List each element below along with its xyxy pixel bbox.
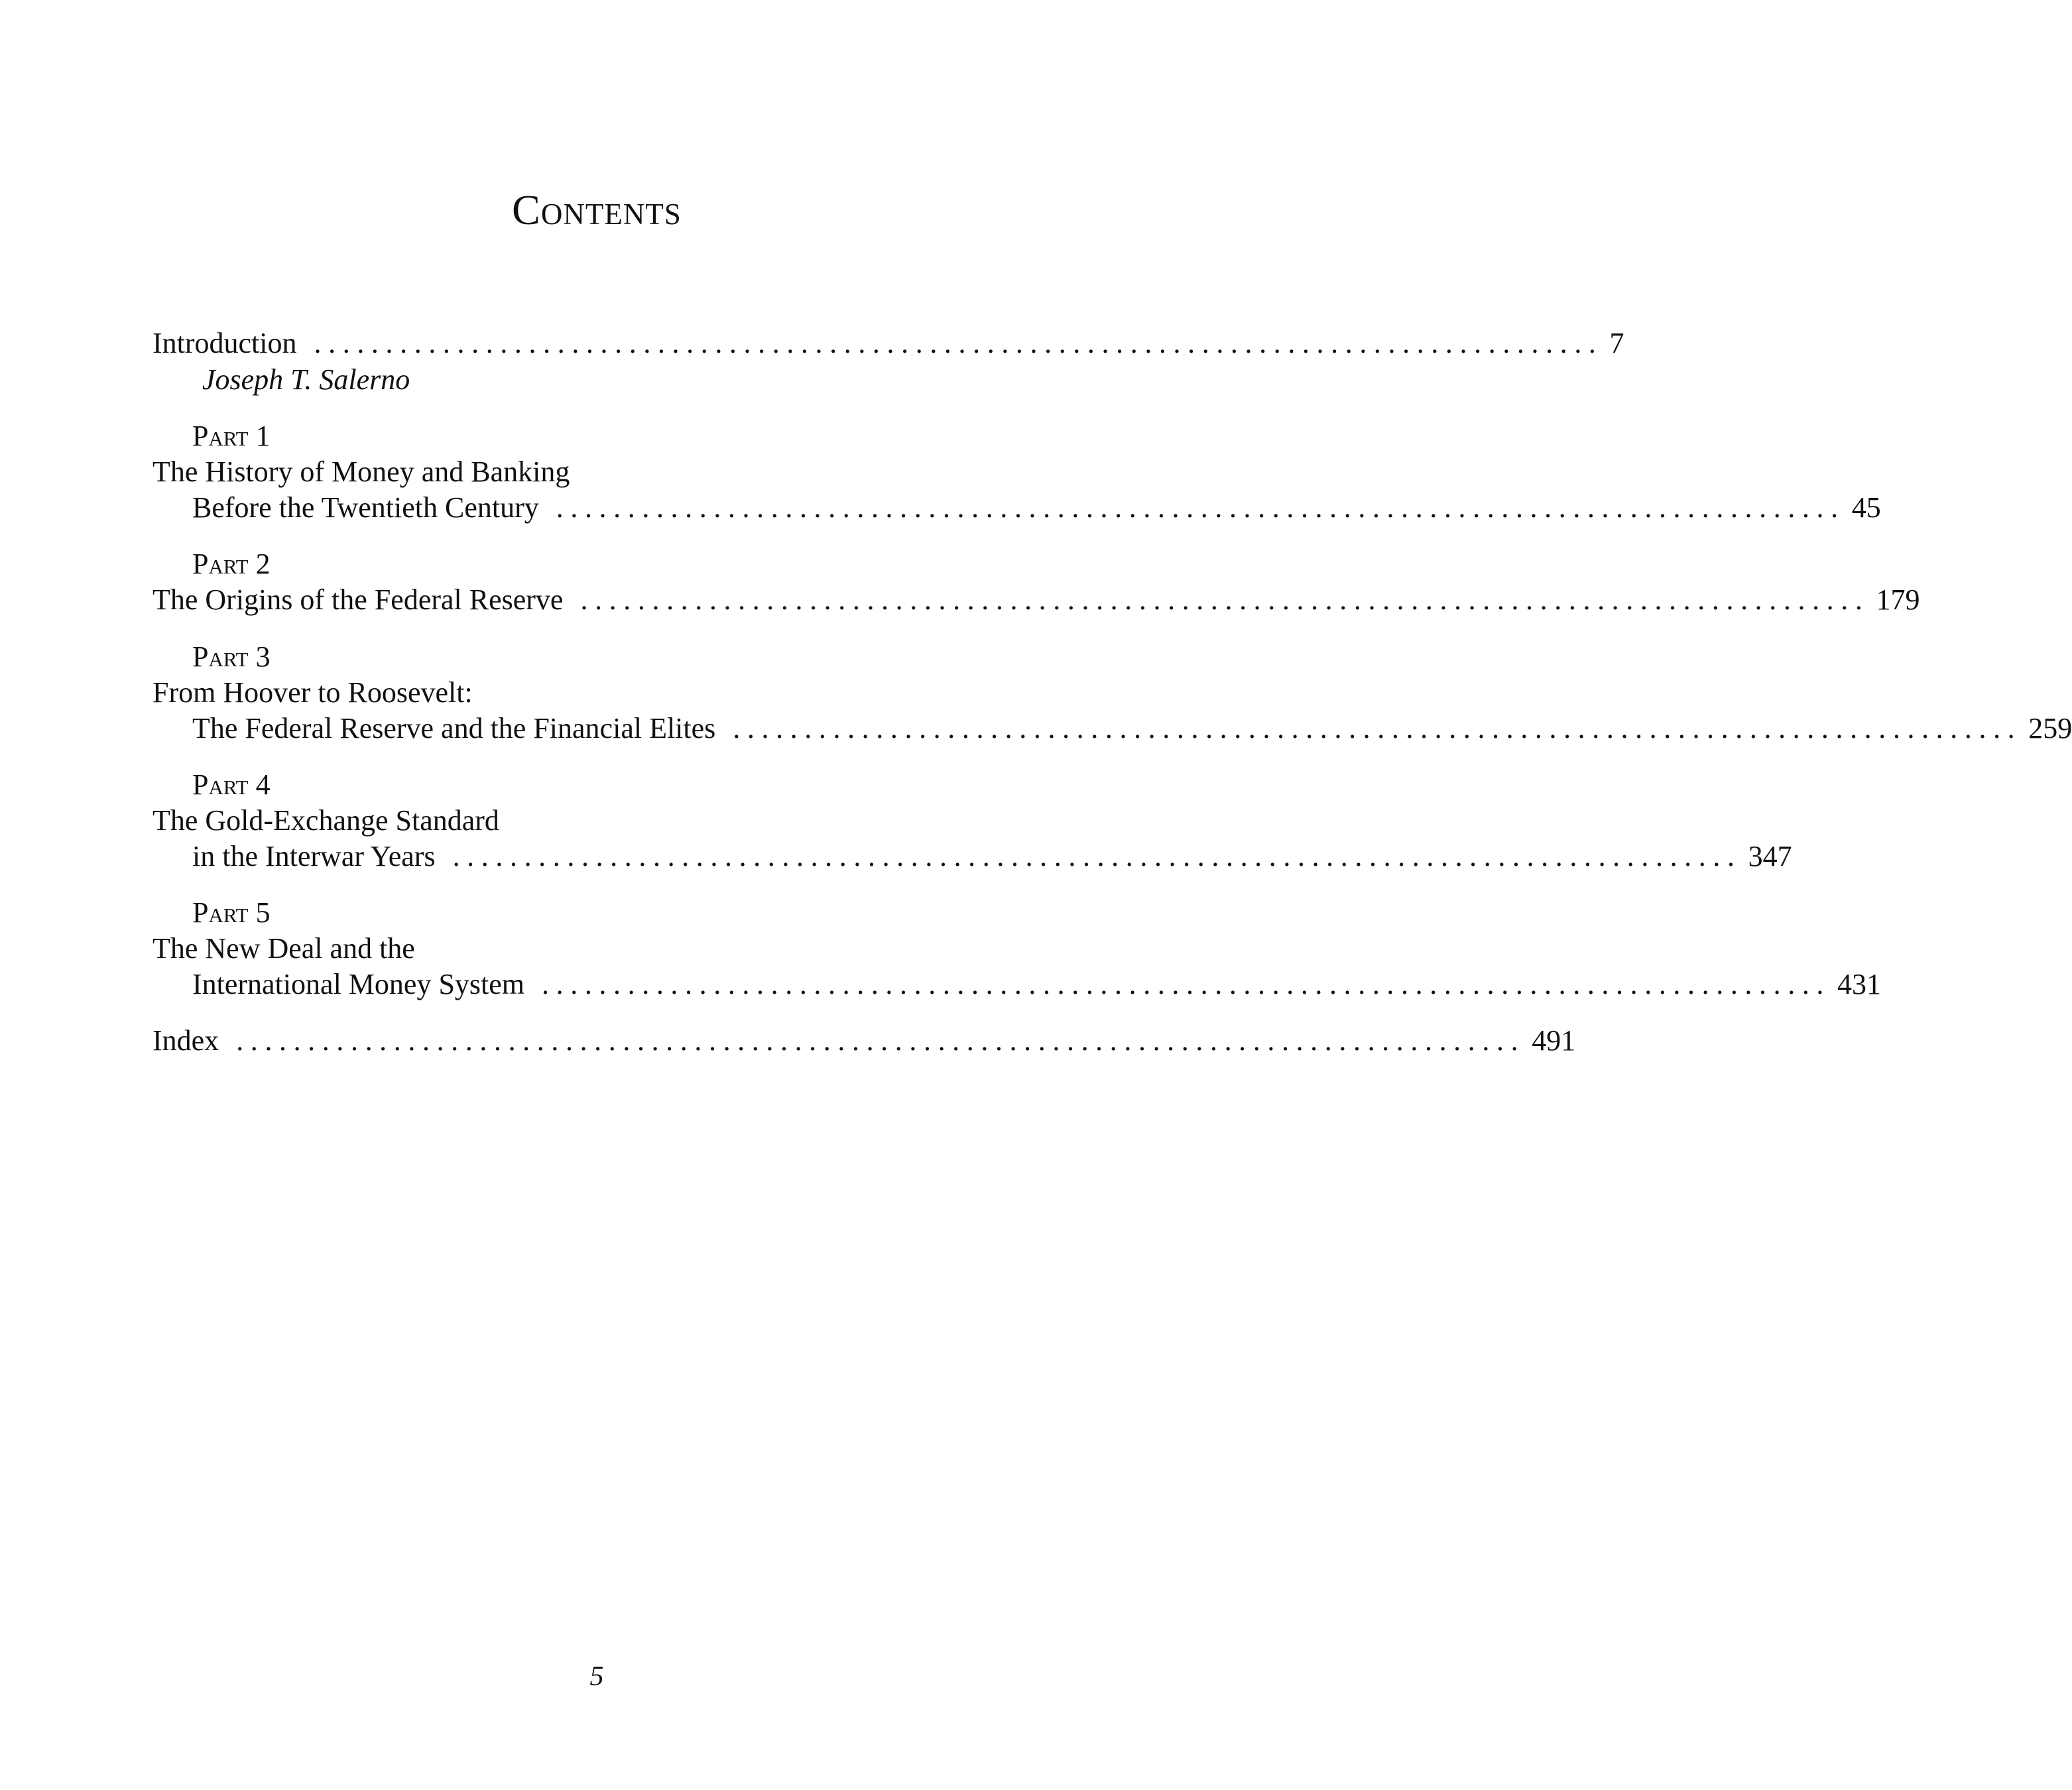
entry-page-number: 45 <box>1851 491 1881 524</box>
entry-title: The Federal Reserve and the Financial Elites <box>192 712 716 745</box>
entry-title-line: From Hoover to Roosevelt: <box>152 676 473 709</box>
toc-entry-part-5[interactable] <box>152 967 1882 1002</box>
entry-page-number: 347 <box>1748 840 1792 872</box>
part-label: Part 5 <box>192 896 271 929</box>
part-label: Part 1 <box>192 420 271 452</box>
entry-title: International Money System <box>192 968 525 1000</box>
entry-title: Index <box>152 1024 219 1057</box>
toc-entry-part-2[interactable] <box>152 582 1920 618</box>
page-title: Contents <box>512 186 682 233</box>
toc-entry-part-4[interactable] <box>152 839 1792 874</box>
page-number: 5 <box>589 1661 604 1692</box>
entry-page-number: 259 <box>2028 712 2072 745</box>
dot-leader: .......................................................................................... <box>236 1024 1526 1057</box>
dot-leader: .......................................................................................... <box>733 712 2022 745</box>
dot-leader: .......................................................................................... <box>314 327 1603 359</box>
entry-page-number: 7 <box>1609 327 1624 359</box>
toc-entry-part-3[interactable] <box>152 711 2072 746</box>
entry-title-line: The New Deal and the <box>152 932 415 965</box>
entry-author: Joseph T. Salerno <box>202 363 410 396</box>
entry-page-number: 491 <box>1532 1024 1576 1057</box>
part-label: Part 2 <box>192 548 271 580</box>
entry-title: Introduction <box>152 327 297 359</box>
entry-title-line: The History of Money and Banking <box>152 455 570 488</box>
entry-page-number: 431 <box>1837 968 1882 1000</box>
part-label: Part 4 <box>192 768 271 801</box>
toc-entry-part-1[interactable] <box>152 490 1881 526</box>
toc-entry-introduction[interactable] <box>152 326 1624 361</box>
entry-title: in the Interwar Years <box>192 840 436 872</box>
entry-page-number: 179 <box>1876 583 1920 616</box>
dot-leader: .......................................................................................... <box>452 840 1742 872</box>
dot-leader: .......................................................................................... <box>580 583 1870 616</box>
dot-leader: .......................................................................................... <box>556 491 1845 524</box>
dot-leader: .......................................................................................... <box>542 968 1831 1000</box>
entry-title: Before the Twentieth Century <box>192 491 539 524</box>
part-label: Part 3 <box>192 640 271 673</box>
entry-title-line: The Gold-Exchange Standard <box>152 804 499 837</box>
entry-title: The Origins of the Federal Reserve <box>152 583 564 616</box>
toc-entry-index[interactable] <box>152 1023 1576 1059</box>
